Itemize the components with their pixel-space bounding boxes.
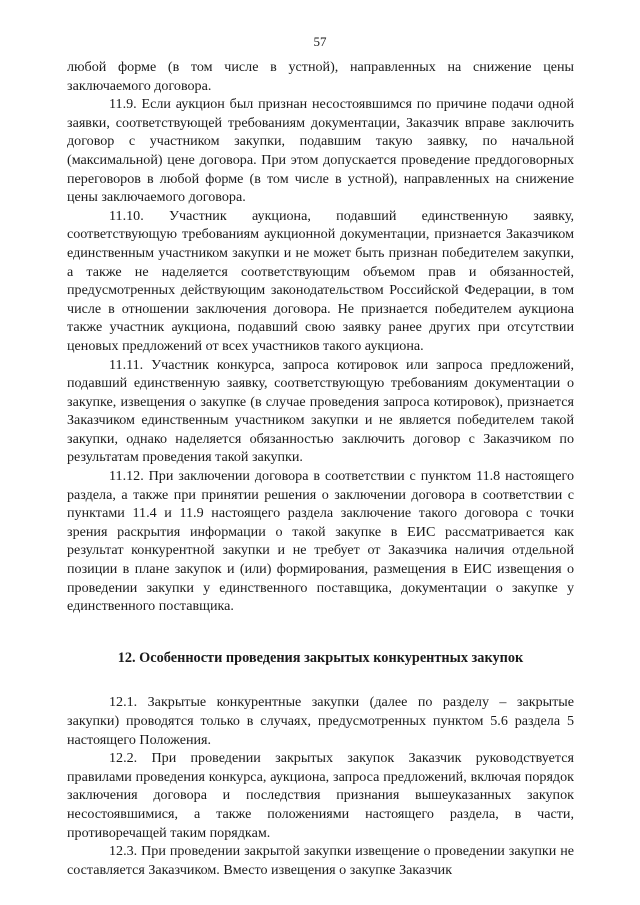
page-body (67, 58, 574, 879)
paragraph-11-11: 11.11. Участник конкурса, запроса котировок или запроса предложений, подавший единственную заявку, соответствующую требованиям документации о закупке, извещения о закупке (в случае проведения запроса котировок), признается Заказчиком единственным участником закупки и не является победителем такой закупки, однако наделяется обязанностью заключить договор с Заказчиком по результатам проведения такой закупки. (67, 356, 574, 466)
paragraph-12-2: 12.2. При проведении закрытых закупок Заказчик руководствуется правилами проведения конкурса, аукциона, запроса предложений, включая порядок заключения договора и последствия признания вышеуказанных закупок несостоявшимися, а также положениями настоящего раздела, в части, противоречащей таким порядкам. (67, 750, 574, 841)
paragraph-11-10: 11.10. Участник аукциона, подавший единственную заявку, соответствующую требованиям аукционной документации, признается Заказчиком единственным участником закупки и не может быть признан победителем закупки, а также не наделяется соответствующим объемом прав и обязанностей, предусмотренных действующим законодательством Российской Федерации, в том числе в отношении заключения договора. Не признается победителем аукциона также участник аукциона, подавший свою заявку ранее других при отсутствии ценовых предложений от всех участников такого аукциона. (67, 207, 574, 354)
paragraph-11-12: 11.12. При заключении договора в соответствии с пунктом 11.8 настоящего раздела, а также при принятии решения о заключении договора в соответствии с пунктами 11.4 и 11.9 настоящего раздела заключение такого договора с точки зрения раскрытия информации о такой закупке в ЕИС рассматривается как результат конкурентной закупки и не требует от Заказчика наличия отдельной позиции в плане закупок и (или) формирования, размещения в ЕИС извещения о проведении закупки у единственного поставщика, документации о закупке у единственного поставщика. (67, 468, 574, 615)
page-number: 57 (313, 34, 327, 49)
paragraph-continuation: любой форме (в том числе в устной), направленных на снижение цены заключаемого договора. (67, 59, 574, 94)
section-heading: 12. Особенности проведения закрытых конкурентных закупок (117, 649, 524, 666)
paragraph-12-3: 12.3. При проведении закрытой закупки извещение о проведении закупки не составляется Заказчиком. Вместо извещения о закупке Заказчик (67, 843, 574, 878)
paragraph-12-1: 12.1. Закрытые конкурентные закупки (далее по разделу – закрытые закупки) проводятся только в случаях, предусмотренных пунктом 5.6 раздела 5 настоящего Положения. (67, 694, 574, 748)
paragraph-11-9: 11.9. Если аукцион был признан несостоявшимся по причине подачи одной заявки, соответствующей требованиям документации, Заказчик вправе заключить договор с участником закупки, подавшим такую заявку, по начальной (максимальной) цене договора. При этом допускается проведение преддоговорных переговоров в любой форме (в том числе в устной), направленных на снижение цены заключаемого договора. (67, 96, 574, 206)
